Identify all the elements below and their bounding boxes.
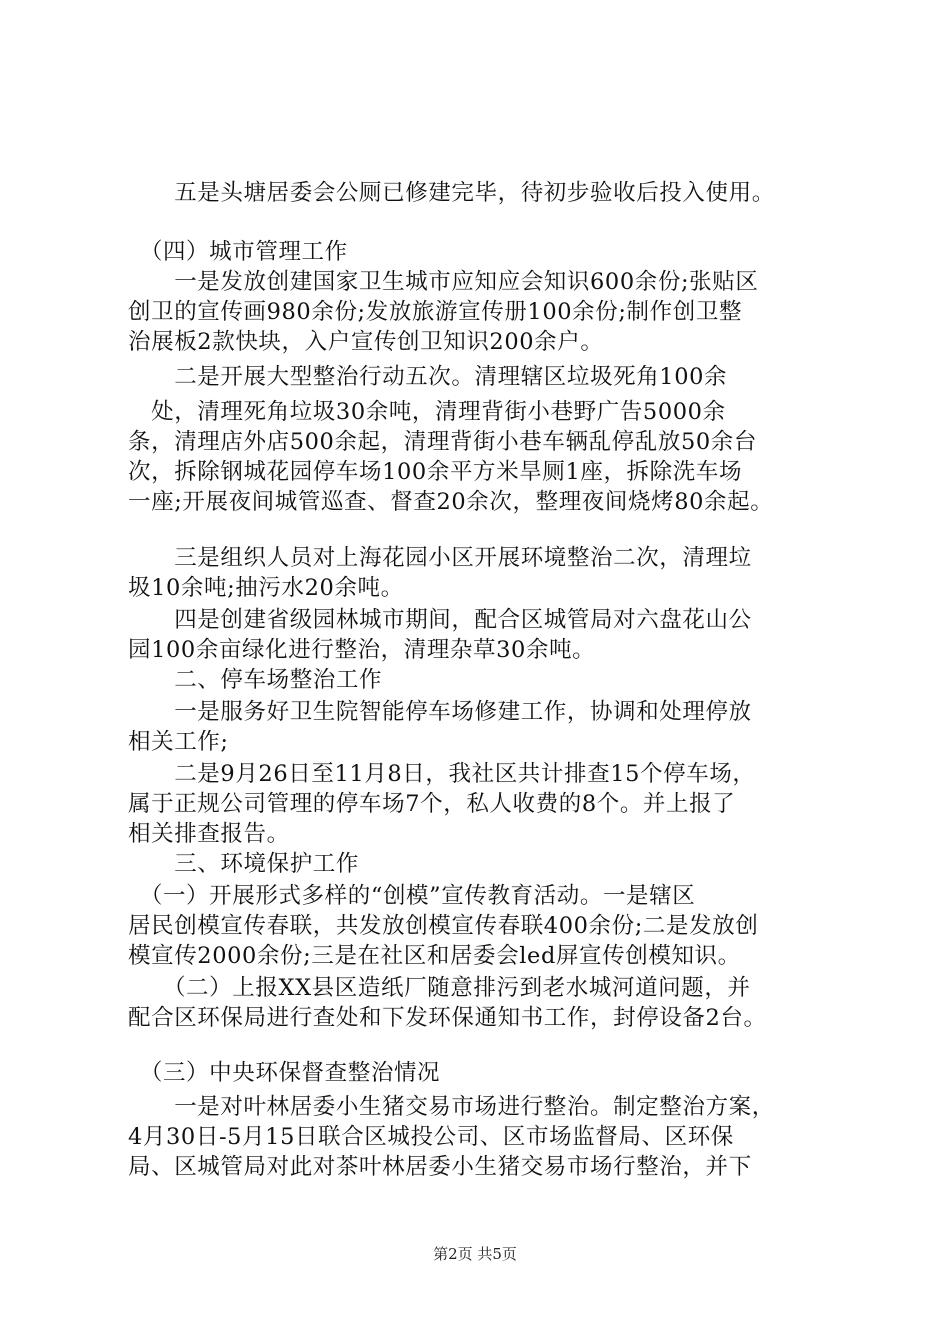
text-line: 配合区环保局进行查处和下发环保通知书工作，封停设备2台。	[128, 1005, 767, 1031]
text-line: （一）开展形式多样的“创模”宣传教育活动。一是辖区	[128, 883, 696, 909]
page-footer: 第2页 共5页	[433, 1245, 517, 1263]
section-heading: （三）中央环保督查整治情况	[128, 1060, 441, 1086]
text-line: 治展板2款快块，入户宣传创卫知识200余户。	[128, 329, 604, 355]
text-line: 居民创模宣传春联，共发放创模宣传春联400余份;二是发放创	[128, 913, 759, 939]
text-line: 处，清理死角垃圾30余吨，清理背街小巷野广告5000余	[128, 399, 726, 425]
text-line: 四是创建省级园林城市期间，配合区城管局对六盘花山公	[128, 607, 752, 633]
text-line: 相关工作;	[128, 729, 229, 755]
text-line: 一是服务好卫生院智能停车场修建工作，协调和处理停放	[128, 699, 752, 725]
text-line: 二是开展大型整治行动五次。清理辖区垃圾死角100余	[128, 364, 728, 390]
text-line: 相关排查报告。	[128, 821, 290, 847]
text-line: （二）上报XX县区造纸厂随意排污到老水城河道问题，并	[128, 975, 751, 1001]
text-line: 属于正规公司管理的停车场7个，私人收费的8个。并上报了	[128, 791, 736, 817]
text-line: 模宣传2000余份;三是在社区和居委会led屏宣传创模知识。	[128, 943, 741, 969]
text-line: 五是头塘居委会公厕已修建完毕，待初步验收后投入使用。	[128, 180, 775, 206]
section-heading: （四）城市管理工作	[128, 239, 348, 265]
text-line: 创卫的宣传画980余份;发放旅游宣传册100余份;制作创卫整	[128, 299, 743, 325]
text-line: 三是组织人员对上海花园小区开展环境整治二次，清理垃	[128, 545, 752, 571]
text-line: 园100余亩绿化进行整治，清理杂草30余吨。	[128, 637, 596, 663]
text-line: 局、区城管局对此对茶叶林居委小生猪交易市场行整治，并下	[128, 1154, 752, 1180]
text-line: 一是发放创建国家卫生城市应知应会知识600余份;张贴区	[128, 269, 759, 295]
text-line: 二是9月26日至11月8日，我社区共计排查15个停车场，	[128, 761, 756, 787]
text-line: 次，拆除钢城花园停车场100余平方米旱厕1座，拆除洗车场	[128, 459, 743, 485]
text-line: 条，清理店外店500余起，清理背街小巷车辆乱停乱放50余台	[128, 429, 757, 455]
text-line: 圾10余吨;抽污水20余吨。	[128, 575, 404, 601]
text-line: 一座;开展夜间城管巡查、督查20余次，整理夜间烧烤80余起。	[128, 489, 774, 515]
text-line: 4月30日-5月15日联合区城投公司、区市场监督局、区环保	[128, 1124, 734, 1150]
text-line: 一是对叶林居委小生猪交易市场进行整治。制定整治方案，	[128, 1094, 775, 1120]
section-heading: 三、环境保护工作	[128, 851, 360, 877]
section-heading: 二、停车场整治工作	[128, 667, 383, 693]
